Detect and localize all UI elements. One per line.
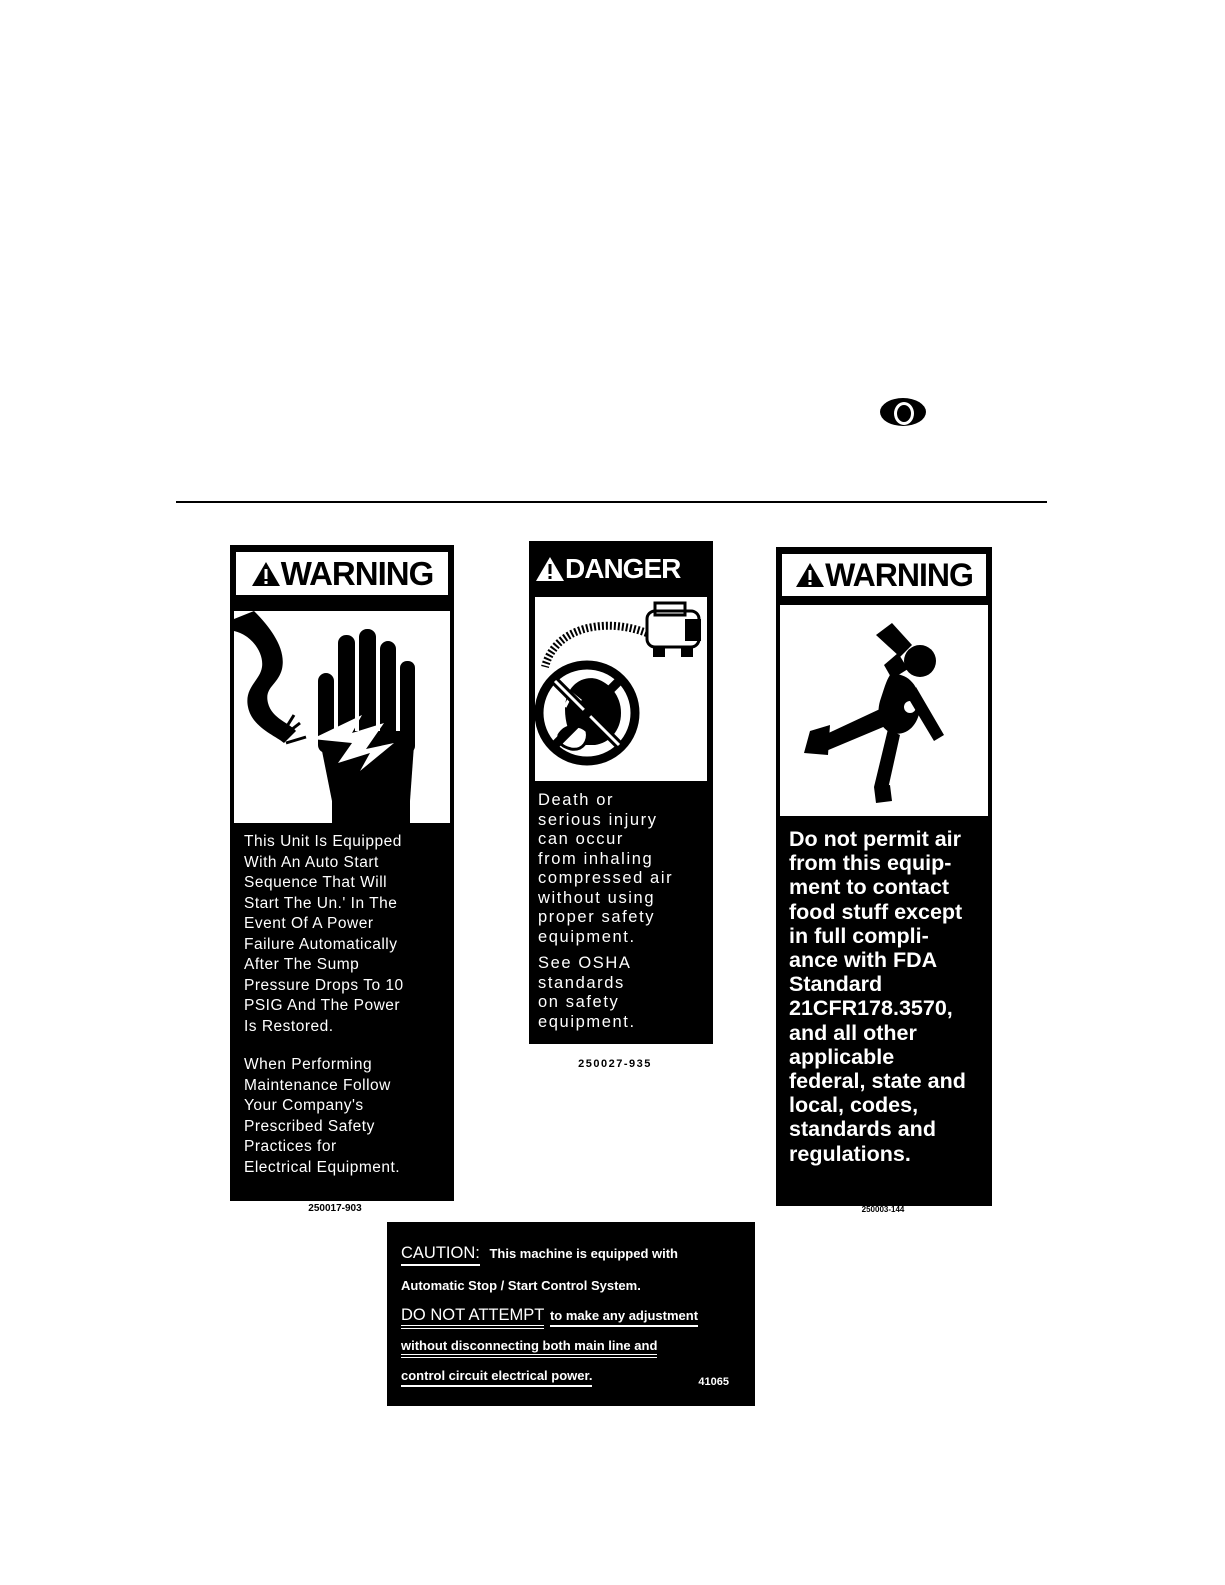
warning-electrical-text-1: This Unit Is Equipped With An Auto Start Sequence That Will Start The Un.' In The Event Of A Power Failure Automatically After The Sump Pressure Drops To 10 PSIG And The Power Is Restored.	[244, 833, 404, 1035]
danger-header-text: DANGER	[565, 552, 681, 584]
electric-shock-hand-icon	[234, 611, 450, 823]
part-number-250027: 250027-935	[578, 1058, 652, 1070]
page-marker-badge	[880, 398, 926, 426]
person-drinking-air-icon	[780, 605, 988, 816]
horizontal-rule	[176, 501, 1047, 503]
no-breathing-compressed-air-icon	[535, 597, 707, 781]
page-marker-ring	[894, 402, 914, 425]
warning-header	[780, 552, 988, 598]
warning-header	[234, 550, 450, 597]
caution-line-2: Automatic Stop / Start Control System.	[401, 1278, 641, 1293]
caution-word: CAUTION:	[401, 1244, 480, 1266]
part-number-41065: 41065	[698, 1376, 729, 1388]
danger-header	[529, 541, 713, 596]
danger-air-text-2: See OSHA standards on safety equipment.	[538, 954, 636, 1031]
warning-food-label	[776, 547, 992, 1206]
warning-header-text: WARNING	[280, 554, 434, 592]
warning-triangle-icon	[795, 562, 825, 588]
caution-line-4: without disconnecting both main line and	[401, 1338, 657, 1353]
danger-air-label	[529, 541, 713, 1044]
caution-line-3: DO NOT ATTEMPT to make any adjustment	[401, 1306, 698, 1325]
do-not-attempt-word: DO NOT ATTEMPT	[401, 1306, 544, 1329]
caution-line-5: control circuit electrical power.	[401, 1368, 592, 1383]
warning-electrical-label	[230, 545, 454, 1201]
part-number-250017: 250017-903	[308, 1203, 362, 1214]
warning-triangle-icon	[251, 561, 281, 587]
caution-label	[387, 1222, 755, 1406]
warning-electrical-text-2: When Performing Maintenance Follow Your Company's Prescribed Safety Practices for Electrical Equipment.	[244, 1056, 401, 1176]
warning-header-text: WARNING	[825, 556, 973, 593]
danger-triangle-icon	[535, 556, 565, 582]
danger-air-text-1: Death or serious injury can occur from inhaling compressed air without using proper safety equipment.	[538, 791, 674, 946]
warning-food-text: Do not permit air from this equip- ment to contact food stuff except in full compli- ance with FDA Standard 21CFR178.3570, and all other applicable federal, state and local, codes, standards and regulations.	[789, 827, 966, 1166]
part-number-250003: 250003-144	[861, 1205, 905, 1214]
caution-line-1: CAUTION: This machine is equipped with	[401, 1244, 678, 1263]
